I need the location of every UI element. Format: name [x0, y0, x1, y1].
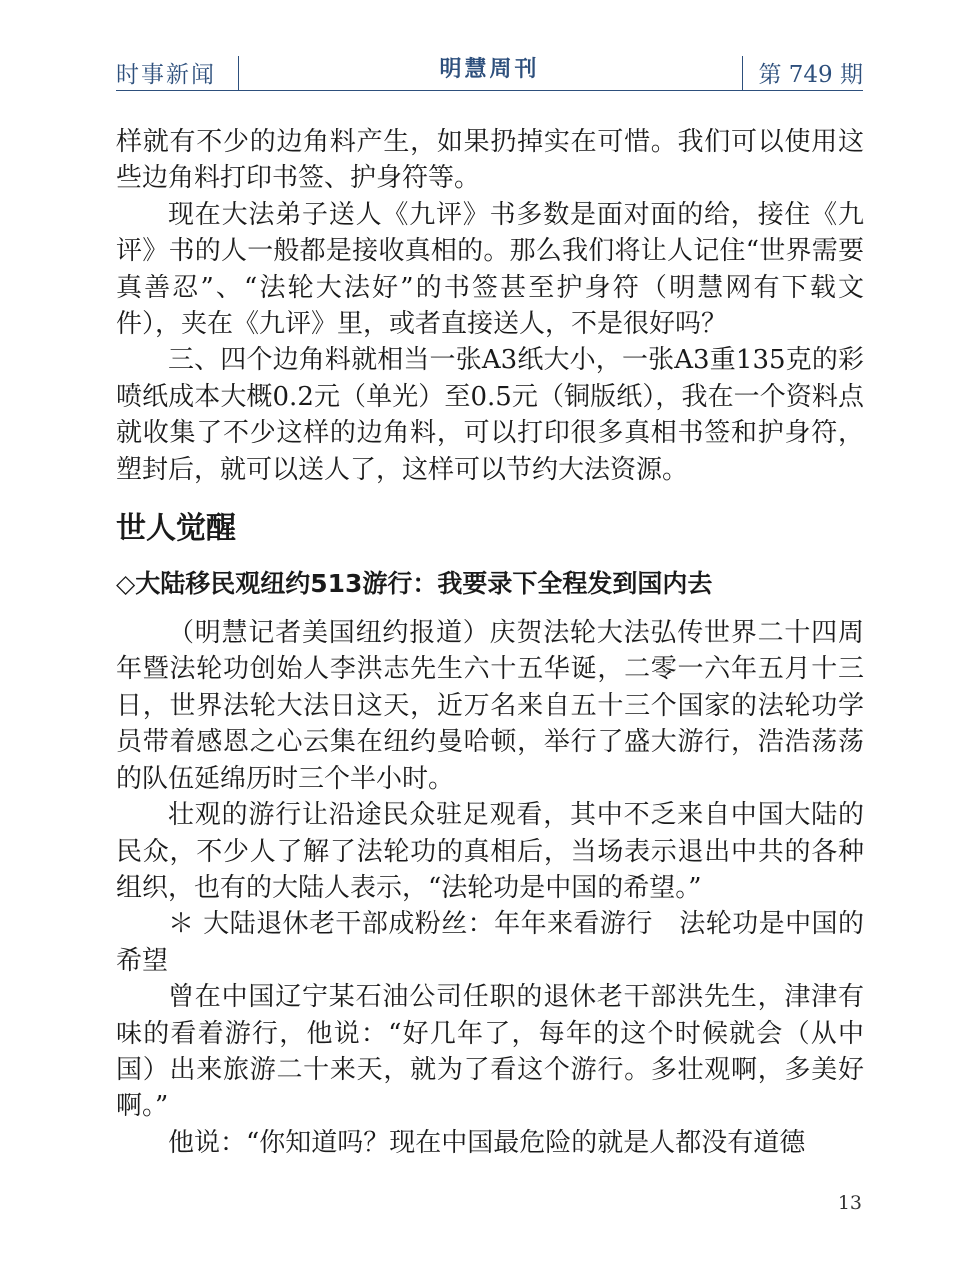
header-publication-title: 明慧周刊 [439, 56, 540, 82]
paragraph-continuation: 样就有不少的边角料产生，如果扔掉实在可惜。我们可以使用这些边角料打印书签、护身符等。 [116, 127, 864, 194]
page-header [116, 52, 863, 91]
header-issue-number: 第 749 期 [758, 62, 863, 88]
article-title: ◇大陆移民观纽约513游行：我要录下全程发到国内去 [116, 569, 713, 599]
paragraph-subheading: ＊ 大陆退休老干部成粉丝：年年来看游行 法轮功是中国的希望 [116, 909, 864, 976]
header-section-label: 时事新闻 [116, 62, 216, 88]
page-number: 13 [837, 1192, 862, 1214]
paragraph: 三、四个边角料就相当一张A3纸大小，一张A3重135克的彩喷纸成本大概0.2元（单光）至0.5元（铜版纸），我在一个资料点就收集了不少这样的边角料，可以打印很多真相书签和护身符，塑封后，就可以送人了，这样可以节约大法资源。 [116, 345, 864, 485]
paragraph: 现在大法弟子送人《九评》书多数是面对面的给，接住《九评》书的人一般都是接收真相的。那么我们将让人记住“世界需要真善忍”、“法轮大法好”的书签甚至护身符（明慧网有下载文件），夹在《九评》里，或者直接送人，不是很好吗？ [116, 199, 864, 340]
header-divider-right [742, 56, 743, 90]
page-body [116, 124, 864, 1161]
paragraph: 壮观的游行让沿途民众驻足观看，其中不乏来自中国大陆的民众，不少人了解了法轮功的真相后，当场表示退出中共的各种组织，也有的大陆人表示，“法轮功是中国的希望。” [116, 800, 864, 903]
paragraph: 他说：“你知道吗？现在中国最危险的就是人都没有道德 [168, 1127, 806, 1158]
paragraph: （明慧记者美国纽约报道）庆贺法轮大法弘传世界二十四周年暨法轮功创始人李洪志先生六十五华诞，二零一六年五月十三日，世界法轮大法日这天，近万名来自五十三个国家的法轮功学员带着感恩之心云集在纽约曼哈顿，举行了盛大游行，浩浩荡荡的队伍延绵历时三个半小时。 [116, 618, 864, 794]
paragraph: 曾在中国辽宁某石油公司任职的退休老干部洪先生，津津有味的看着游行，他说：“好几年了，每年的这个时候就会（从中国）出来旅游二十来天，就为了看这个游行。多壮观啊，多美好啊。” [116, 982, 864, 1122]
section-title: 世人觉醒 [116, 511, 236, 547]
